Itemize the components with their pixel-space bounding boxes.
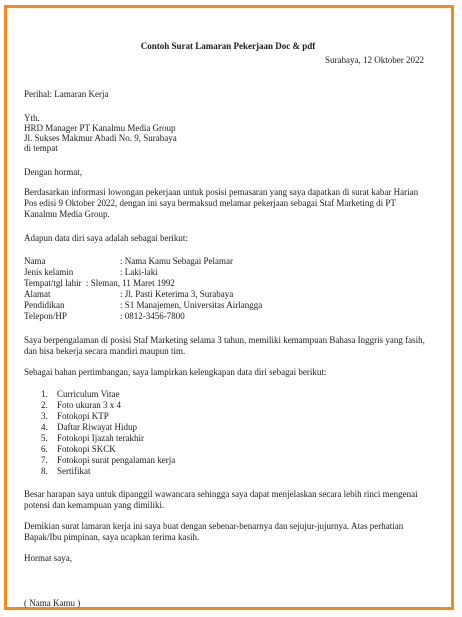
recipient-line: Jl. Sukses Makmur Abadi No. 9, Surabaya <box>24 133 177 143</box>
attachment-number: 8. <box>41 466 48 476</box>
signature: ( Nama Kamu ) <box>24 598 81 608</box>
data-value: : Sleman, 11 Maret 1992 <box>86 278 175 288</box>
data-value: : Nama Kamu Sebagai Pelamar <box>120 256 233 266</box>
data-label: Pendidikan <box>24 300 65 310</box>
data-label: Telepon/HP <box>24 311 67 321</box>
data-value: : 0812-3456-7800 <box>120 311 185 321</box>
experience-line: Saya berpengalaman di posisi Staf Marketing selama 3 tahun, memiliki kemampuan Bahasa Inggris yang fasih, <box>24 335 425 345</box>
data-label: Nama <box>24 256 46 266</box>
data-intro: Adapun data diri saya adalah sebagai berikut: <box>24 233 188 243</box>
recipient-line: HRD Manager PT Kanalmu Media Group <box>24 123 176 133</box>
recipient-line: di tempat <box>24 143 58 153</box>
recipient-line: Yth. <box>24 113 40 123</box>
closing-paragraph-line: Bapak/Ibu pimpinan, saya ucapkan terima kasih. <box>24 532 200 542</box>
letter-title: Contoh Surat Lamaran Pekerjaan Doc & pdf <box>140 41 316 51</box>
closing: Hormat saya, <box>24 553 72 563</box>
data-label: Jenis kelamin <box>24 267 74 277</box>
experience-line: dan bisa bekerja secara mandiri maupun tim. <box>24 346 186 356</box>
data-value: : S1 Manajemen, Universitas Airlangga <box>120 300 263 310</box>
attachment-item: Fotokopi surat pengalaman kerja <box>57 455 176 465</box>
attachment-item: Curriculum Vitae <box>57 389 120 399</box>
intro-line: Berdasarkan informasi lowongan pekerjaan untuk posisi pemasaran yang saya dapatkan di surat kabar Harian <box>24 187 419 197</box>
attachment-item: Sertifikat <box>57 466 91 476</box>
attachment-item: Fotokopi SKCK <box>57 444 116 454</box>
attachment-number: 4. <box>41 422 48 432</box>
attachment-number: 1. <box>41 389 48 399</box>
data-value: : Laki-laki <box>120 267 158 277</box>
attachment-number: 5. <box>41 433 48 443</box>
intro-line: Kanalmu Media Group. <box>24 209 110 219</box>
attachment-number: 6. <box>41 444 48 454</box>
attachment-item: Fotokopi Ijazah terakhir <box>57 433 144 443</box>
attachments-intro: Sebagai bahan pertimbangan, saya lampirkan kelengkapan data diri sebagai berikut: <box>24 367 327 377</box>
date-line: Surabaya, 12 Oktober 2022 <box>325 55 424 65</box>
closing-paragraph-line: Demikian surat lamaran kerja ini saya buat dengan sebenar-benarnya dan sejujur-jujurnya. Atas perhatian <box>24 521 404 531</box>
data-label: Alamat <box>24 289 51 299</box>
attachment-number: 7. <box>41 455 48 465</box>
hope-line: potensi dan kemampuan yang dimiliki. <box>24 500 165 510</box>
attachment-item: Daftar Riwayat Hidup <box>57 422 137 432</box>
greeting: Dengan hormat, <box>24 167 82 177</box>
data-value: : Jl. Pasti Keterima 3, Surabaya <box>120 289 234 299</box>
data-label: Tempat/tgl lahir <box>24 278 82 288</box>
attachment-item: Foto ukuran 3 x 4 <box>57 400 121 410</box>
intro-line: Pos edisi 9 Oktober 2022, dengan ini saya bermaksud melamar pekerjaan sebagai Staf Marketing di PT <box>24 198 396 208</box>
attachment-item: Fotokopi KTP <box>57 411 109 421</box>
attachment-number: 2. <box>41 400 48 410</box>
attachment-number: 3. <box>41 411 48 421</box>
subject-line: Perihal: Lamaran Kerja <box>24 89 109 99</box>
hope-line: Besar harapan saya untuk dipanggil wawancara sehingga saya dapat menjelaskan secara lebih rinci mengenai <box>24 489 418 499</box>
